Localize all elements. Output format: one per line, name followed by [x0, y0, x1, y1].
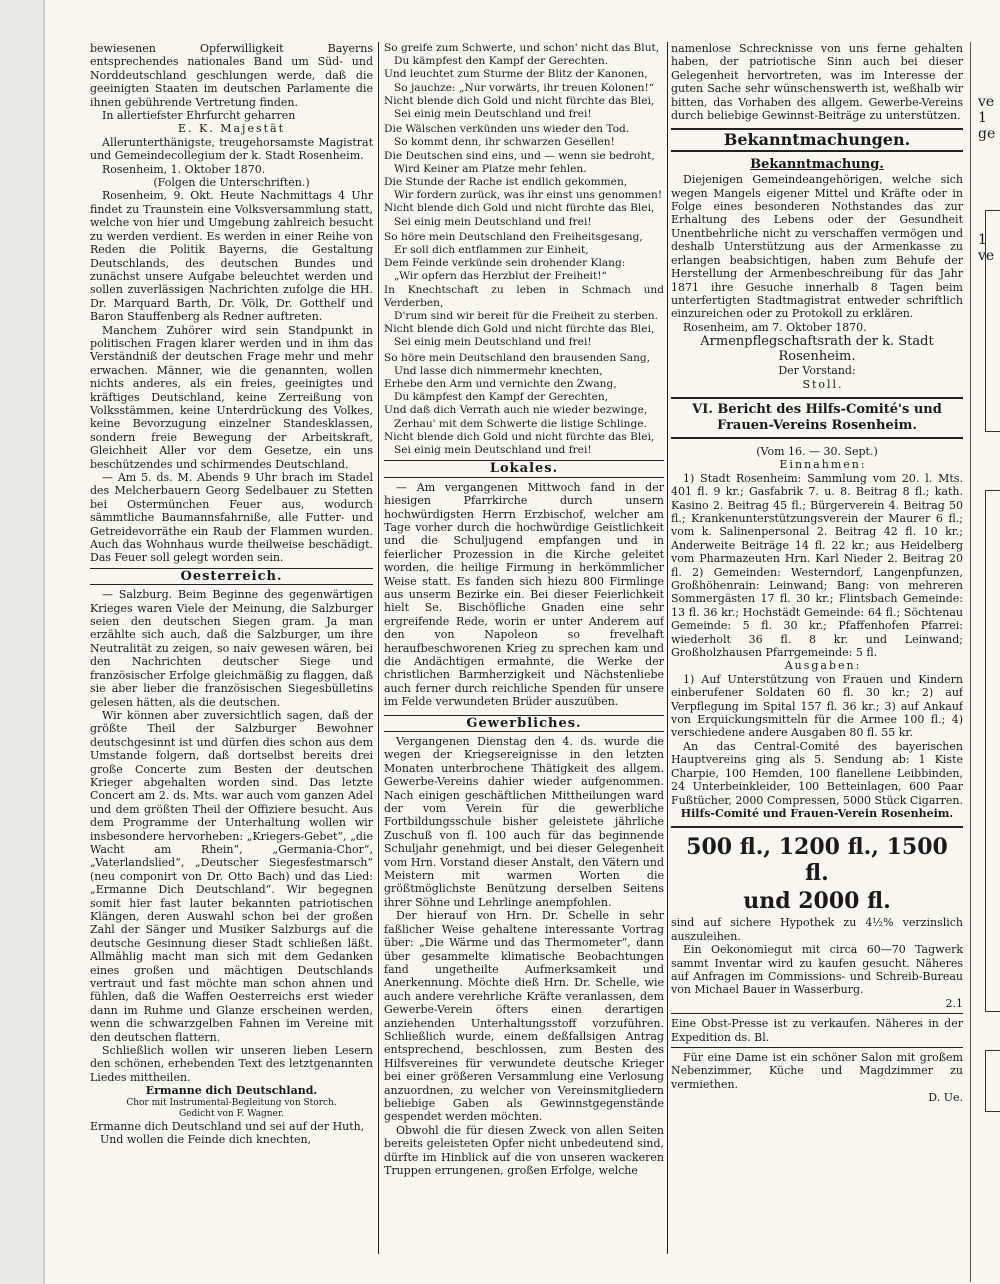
section-heading: Bekanntmachungen. — [671, 128, 963, 151]
song-subtitle: Gedicht von F. Wagner. — [178, 1108, 285, 1119]
song-line: Erhebe den Arm und vernichte den Zwang, — [384, 378, 617, 391]
article-text: namenlose Schrecknisse von uns ferne gehalten haben, der patriotische Sinn auch bei dieser Gelegenheit hervortreten, was im Interesse der guten Sache sehr wünschenswerth ist, weßhalb wir bitten, das Vorhaben des allgem. Gewerbe-Vereins durch beliebige Gewinnst-Beiträge zu unterstützen. — [671, 42, 963, 123]
article-text: — Am 5. ds. M. Abends 9 Uhr brach im Stadel des Melcherbauern Georg Sedelbauer zu Stetten bei Ostermünchen Feuer aus, wodurch sämmtliche Baumannsfahrniße, alle Futter- und Getreidevorräthe ein Raub der Flammen wurden. Auch das Wohnhaus wurde theilweise beschädigt. Das Feuer soll gelegt worden sein. — [90, 471, 373, 565]
song-line: Sei einig mein Deutschland und frei! — [394, 336, 592, 349]
divider — [671, 1013, 963, 1014]
song-line: Die Stunde der Rache ist endlich gekommen, — [384, 176, 628, 189]
song-line: Die Wälschen verkünden uns wieder den Tod. — [384, 123, 630, 136]
notice-signature: Der Vorstand: — [778, 364, 856, 378]
fragment-text: 1 — [978, 110, 987, 126]
song-line: Sei einig mein Deutschland und frei! — [394, 108, 592, 121]
song-stanza — [384, 231, 664, 350]
note: (Folgen die Unterschriften.) — [153, 176, 310, 190]
report-text: 1) Auf Unterstützung von Frauen und Kindern einberufener Soldaten 60 fl. 30 kr.; 2) auf Verpflegung im Spital 157 fl. 36 kr.; 3) auf Ankauf von Erquickungsmitteln für die Armee 100 fl.; 4) verschiedene andere Ausgaben 80 fl. 55 kr. — [671, 672, 963, 740]
column-2 — [384, 42, 664, 1254]
closing-line: In allertiefster Ehrfurcht geharren — [102, 109, 296, 123]
page-edge-line — [43, 0, 45, 1284]
song-line: Wir fordern zurück, was ihr einst uns genommen! — [394, 189, 663, 202]
fragment-text: ge — [978, 126, 996, 142]
column-rule — [667, 42, 668, 1254]
song-line: Und daß dich Verrath auch nie wieder bezwinge, — [384, 404, 648, 417]
song-line: Du kämpfest den Kampf der Gerechten, — [394, 391, 609, 404]
section-heading: Oesterreich. — [90, 568, 373, 585]
song-stanza — [384, 123, 664, 229]
song-line: Und wollen die Feinde dich knechten, — [100, 1133, 312, 1147]
column-3 — [671, 42, 963, 1254]
closing-line: Allerunterthänigste, treugehorsamste Magistrat und Gemeindecollegium der k. Stadt Rosenheim. — [90, 135, 373, 163]
report-text: 1) Stadt Rosenheim: Sammlung vom 20. l. Mts. 401 fl. 9 kr.; Gasfabrik 7. u. 8. Beitrag 8 fl.; kath. Kasino 2. Beitrag 45 fl.; Bürgerverein 4. Beitrag 50 fl.; Krankenunterstützungsverein der Maurer 6 fl.; vom k. Salinenpersonal 2. Beitrag 42 fl. 10 kr.; Anderweite Beiträge 14 fl. 22 kr.; aus Heidelberg vom Pharmazeuten Hrn. Karl Nieder 2. Beitrag 20 fl. 2) Gemeinden: Westerndorf, Langenpfunzen, Großhöhenrain: Leinwand; Bang: von mehreren Sommergästen 17 fl. 30 kr.; Flintsbach Gemeinde: 13 fl. 36 kr.; Hochstädt Gemeinde: 64 fl.; Söchtenau Gemeinde: 5 fl. 30 kr.; Pfaffenhofen Pfarrei: wiederholt 36 fl. 8 kr. und Leinwand; Großholzhausen Pfarrgemeinde: 5 fl. — [671, 471, 963, 660]
song-line: Sei einig mein Deutschland und frei! — [394, 215, 592, 228]
report-period: (Vom 16. — 30. Sept.) — [756, 444, 878, 458]
song-line: So kommt denn, ihr schwarzen Gesellen! — [394, 136, 615, 149]
song-line: Du kämpfest den Kampf der Gerechten. — [394, 55, 609, 68]
song-line: D'rum sind wir bereit für die Freiheit zu sterben. — [394, 310, 658, 323]
article-text: bewiesenen Opferwilligkeit Bayerns entsprechendes nationales Band um Süd- und Norddeutschland geschlungen werde, daß die geeinigten Staaten im deutschen Parlamente die ihnen gebührende Vertretung finden. — [90, 42, 373, 109]
notice-title: Bekanntmachung. — [750, 156, 884, 172]
ad-text: sind auf sichere Hypothek zu 4½% verzinslich auszuleihen. — [671, 916, 963, 943]
song-line: Nicht blende dich Gold und nicht fürchte das Blei, — [384, 430, 655, 443]
divider — [671, 826, 963, 828]
ad-reference: 2.1 — [945, 996, 963, 1010]
song-line: Er soll dich entflammen zur Einheit, — [394, 244, 589, 257]
page-fold-rule — [970, 42, 971, 1282]
song-line: Die Deutschen sind eins, und — wenn sie bedroht, — [384, 149, 655, 162]
song-line: Ermanne dich Deutschland und sei auf der Huth, — [90, 1119, 365, 1133]
article-text: — Salzburg. Beim Beginne des gegenwärtigen Krieges waren Viele der Meinung, die Salzburger seien den deutschen Siegen gram. Ja man erzählte sich auch, daß die Salzburger, um ihre Neutralität zu zeigen, so naiv gewesen wären, bei den Nachrichten deutscher Siege und französischer Erfolge gleichmäßig zu flaggen, daß sie aber lieber die französischen Siegesbülletins gelesen hätten, als die deutschen. — [90, 588, 373, 709]
article-text: Rosenheim, 9. Okt. Heute Nachmittags 4 Uhr findet zu Traunstein eine Volksversammlung statt, welche von hier und Umgebung zahlreich besucht zu werden verdient. Es werden in einer Reihe von Reden die Politik Bayerns, die Gestaltung Deutschlands, des deutschen Bundes und zunächst unsere Aufgabe beleuchtet werden und sollen zuverlässigen Nachrichten zufolge die HH. Dr. Marquard Barth, Dr. Völk, Dr. Gotthelf und Baron Stauffenberg als Redner auftreten. — [90, 189, 373, 324]
song-line: Und lasse dich nimmermehr knechten, — [394, 364, 603, 377]
ad-amount: und 2000 fl. — [743, 888, 891, 915]
ad-text: Eine Obst-Presse ist zu verkaufen. Näheres in der Expedition ds. Bl. — [671, 1017, 963, 1044]
closing-line: E. K. Majestät — [177, 122, 286, 136]
article-text: Wir können aber zuversichtlich sagen, daß der größte Theil der Salzburger Bewohner deutschgesinnt ist und dürfen dies schon aus dem Umstande folgern, daß dortselbst bereits drei große Concerte zum Besten der deutschen Krieger abgehalten worden sind. Das letzte Concert am 2. ds. Mts. war auch vom ganzen Adel und dem größten Theil der Offiziere besucht. Aus dem Programme der Unterhaltung wollen wir insbesondere hervorheben: „Kriegers-Gebet“, „die Wacht am Rhein“, „Germania-Chor“, „Vaterlandslied“, „Deutscher Siegesfestmarsch“ (neu componirt von Dr. Otto Bach) und das Lied: „Ermanne Dich Deutschland“. Wir begegnen somit hier fast lauter bekannten patriotischen Klängen, deren Auswahl schon bei der großen Zahl der Sänger und Musiker Salzburgs auf die deutsche Gesinnung dieser Stadt schließen läßt. Allmählig macht man sich mit dem Gedanken eines großen und mächtigen Deutschlands vertraut und fast möchte man schon ahnen und fühlen, daß die Waffen Oesterreichs erst wieder dann im Ruhme und Glanze erscheinen werden, wenn die schwarzgelben Fahnen im Vereine mit den deutschen flattern. — [90, 708, 373, 1044]
song-line: So höre mein Deutschland den brausenden Sang, — [384, 351, 651, 364]
song-subtitle: Chor mit Instrumental-Begleitung von Storch. — [126, 1097, 337, 1108]
article-text: Obwohl die für diesen Zweck von allen Seiten bereits geleisteten Opfer nicht unbedeutend sind, dürfte im Hinblick auf die von unseren wackeren Truppen errungenen, großen Erfolge, welche — [384, 1123, 664, 1178]
notice-text: Diejenigen Gemeindeangehörigen, welche sich wegen Mangels eigener Mittel und Kräfte oder in Folge eines besonderen Nothstandes das zur Erhaltung des Lebens oder der Gesundheit Unentbehrliche nicht zu verschaffen vermögen und deshalb Unterstützung aus der Armenkasse zu erlangen beabsichtigen, haben zum Behufe der Herstellung der Armenbeschreibung für das Jahr 1871 ihre Gesuche innerhalb 8 Tagen beim unterfertigten Stadtmagistrat entweder schriftlich einzureichen oder zu Protokoll zu erklären. — [671, 173, 963, 321]
song-line: In Knechtschaft zu leben in Schmach und Verderben, — [384, 283, 664, 309]
song-line: Und leuchtet zum Sturme der Blitz der Kanonen, — [384, 68, 648, 81]
ornament-border — [985, 1050, 1000, 1112]
song-line: Sei einig mein Deutschland und frei! — [394, 444, 592, 457]
report-subheading: Ausgaben: — [784, 659, 862, 673]
fragment-text: ve — [978, 248, 995, 264]
song-line: So greife zum Schwerte, und schon' nicht das Blut, — [384, 42, 660, 54]
article-text: Schließlich wollen wir unseren lieben Lesern den schönen, erhebenden Text des letztgenannten Liedes mittheilen. — [90, 1044, 373, 1084]
ad-text: Für eine Dame ist ein schöner Salon mit großem Nebenzimmer, Küche und Magdzimmer zu vermiethen. — [671, 1050, 963, 1091]
song-line: Nicht blende dich Gold und nicht fürchte das Blei, — [384, 202, 655, 215]
song-line: Zerhau' mit dem Schwerte die listige Schlinge. — [394, 417, 647, 430]
ornament-border — [985, 490, 1000, 1012]
song-line: Dem Feinde verkünde sein drohender Klang: — [384, 257, 626, 270]
song-title: Ermanne dich Deutschland. — [145, 1084, 318, 1098]
song-stanza — [384, 42, 664, 121]
ad-reference: D. Ue. — [928, 1091, 963, 1105]
notice-signature: Stoll. — [802, 377, 844, 391]
column-rule — [378, 42, 379, 1254]
article-text: Der hierauf von Hrn. Dr. Schelle in sehr faßlicher Weise gehaltene interessante Vortrag über: „Die Wärme und das Thermometer“, dann über gesammelte klimatische Beobachtungen fand ungetheilte Aufmerksamkeit und Anerkennung. Möchte dieß Hrn. Dr. Schelle, wie auch andere verehrliche Kräfte veranlassen, dem Gewerbe-Verein öfters einen derartigen anziehenden Unterhaltungsstoff vorzuführen. Schließlich wurde, einem deßfallsigen Antrag entsprechend, beschlossen, zum Besten des Hilfsvereines für verwundete deutsche Krieger bei einer größeren Versammlung eine Verlosung anzuordnen, zu welcher von Vereinsmitgliedern beliebige Gaben als Gewinnstgegenstände gespendet werden möchten. — [384, 909, 664, 1124]
article-text: — Am vergangenen Mittwoch fand in der hiesigen Pfarrkirche durch unsern hochwürdigsten Herrn Erzbischof, welcher am Tage vorher durch die hochwürdige Geistlichkeit und die Schuljugend empfangen und in feierlicher Prozession in die Kirche geleitet worden, die heilige Firmung in herkömmlicher Weise statt. Es fanden sich hiezu 800 Firmlinge aus unserm Bezirke ein. Bei dieser Feierlichkeit hielt Se. Bischöfliche Gnaden eine sehr ergreifende Rede, worin er unter Anderem auf den von Napoleon so frevelhaft heraufbeschworenen Krieg zu sprechen kam und die Andächtigen ermahnte, die Werke der christlichen Barmherzigkeit und Nächstenliebe auch ferner durch reichliche Spenden für unsere im Felde verwundeten Brüder auszuüben. — [384, 480, 664, 709]
fragment-text: 1 — [978, 232, 987, 248]
ornament-border — [985, 210, 1000, 432]
column-1 — [90, 42, 373, 1254]
ad-text: Ein Oekonomiegut mit circa 60—70 Tagwerk sammt Inventar wird zu kaufen gesucht. Näheres auf Anfragen im Commissions- und Schreib-Bureau von Michael Bauer in Wasserburg. — [671, 943, 963, 997]
fragment-text: ve — [978, 94, 995, 110]
section-heading: Lokales. — [384, 460, 664, 477]
notice-date: Rosenheim, am 7. Oktober 1870. — [683, 320, 867, 334]
song-verses — [384, 42, 664, 457]
dateline: Rosenheim, 1. Oktober 1870. — [102, 162, 266, 176]
section-heading: Gewerbliches. — [384, 715, 664, 732]
song-line: So jauchze: „Nur vorwärts, ihr treuen Kolonen!“ — [394, 81, 655, 94]
divider — [671, 1047, 963, 1048]
report-text: An das Central-Comité des bayerischen Hauptvereins ging als 5. Sendung ab: 1 Kiste Charpie, 100 Hemden, 100 flanellene Leibbinden, 24 Unterbeinkleider, 100 Betteinlagen, 600 Paar Fußtücher, 2000 Compressen, 5000 Stück Cigarren. — [671, 739, 963, 807]
notice-signature: Armenpflegschaftsrath der k. Stadt Rosenheim. — [700, 334, 934, 365]
report-heading: VI. Bericht des Hilfs-Comité's und Frauen-Vereins Rosenheim. — [671, 397, 963, 439]
song-line: Nicht blende dich Gold und nicht fürchte das Blei, — [384, 323, 655, 336]
article-text: Vergangenen Dienstag den 4. ds. wurde die wegen der Kriegsereignisse in den letzten Monaten unterbrochene Thätigkeit des allgem. Gewerbe-Vereins dahier wieder aufgenommen. Nach einigen geschäftlichen Mittheilungen ward der vom Verein für die gewerbliche Fortbildungsschule bisher geleistete jährliche Zuschuß von fl. 100 auch für das beginnende Schuljahr genehmigt, und bei dieser Gelegenheit vom Hrn. Vorstand dieser Anstalt, den Vätern und Meistern mit warmen Worten die größtmöglichste Benützung derselben Seitens ihrer Söhne und Lehrlinge anempfohlen. — [384, 735, 664, 909]
ad-amount: 500 fl., 1200 fl., 1500 fl. — [686, 834, 948, 887]
report-subheading: Einnahmen: — [779, 458, 867, 472]
article-text: Manchem Zuhörer wird sein Standpunkt in politischen Fragen klarer werden und in ihm das Verständniß der deutschen Frage mehr und mehr erwachen. Männer, wie die genannten, wollen nichts anderes, als ein freies, geeinigtes und kräftiges Deutschland, keine Zerreißung von Volksstämmen, keine Unterdrückung des Volkes, keine Bevorzugung einzelner Standesklassen, sondern freie Bewegung der Arbeitskraft, Gleichheit Aller vor dem Gesetze, ein uns beschützendes und schirmendes Deutschland. — [90, 323, 373, 471]
song-line: Wird Keiner am Platze mehr fehlen. — [394, 162, 587, 175]
song-line: „Wir opfern das Herzblut der Freiheit!“ — [394, 270, 607, 283]
song-line: So höre mein Deutschland den Freiheitsgesang, — [384, 230, 643, 243]
report-signature: Hilfs-Comité und Frauen-Verein Rosenheim. — [680, 806, 954, 820]
song-stanza — [384, 352, 664, 458]
song-line: Nicht blende dich Gold und nicht fürchte das Blei, — [384, 94, 655, 107]
page-edge-shadow — [0, 0, 44, 1284]
